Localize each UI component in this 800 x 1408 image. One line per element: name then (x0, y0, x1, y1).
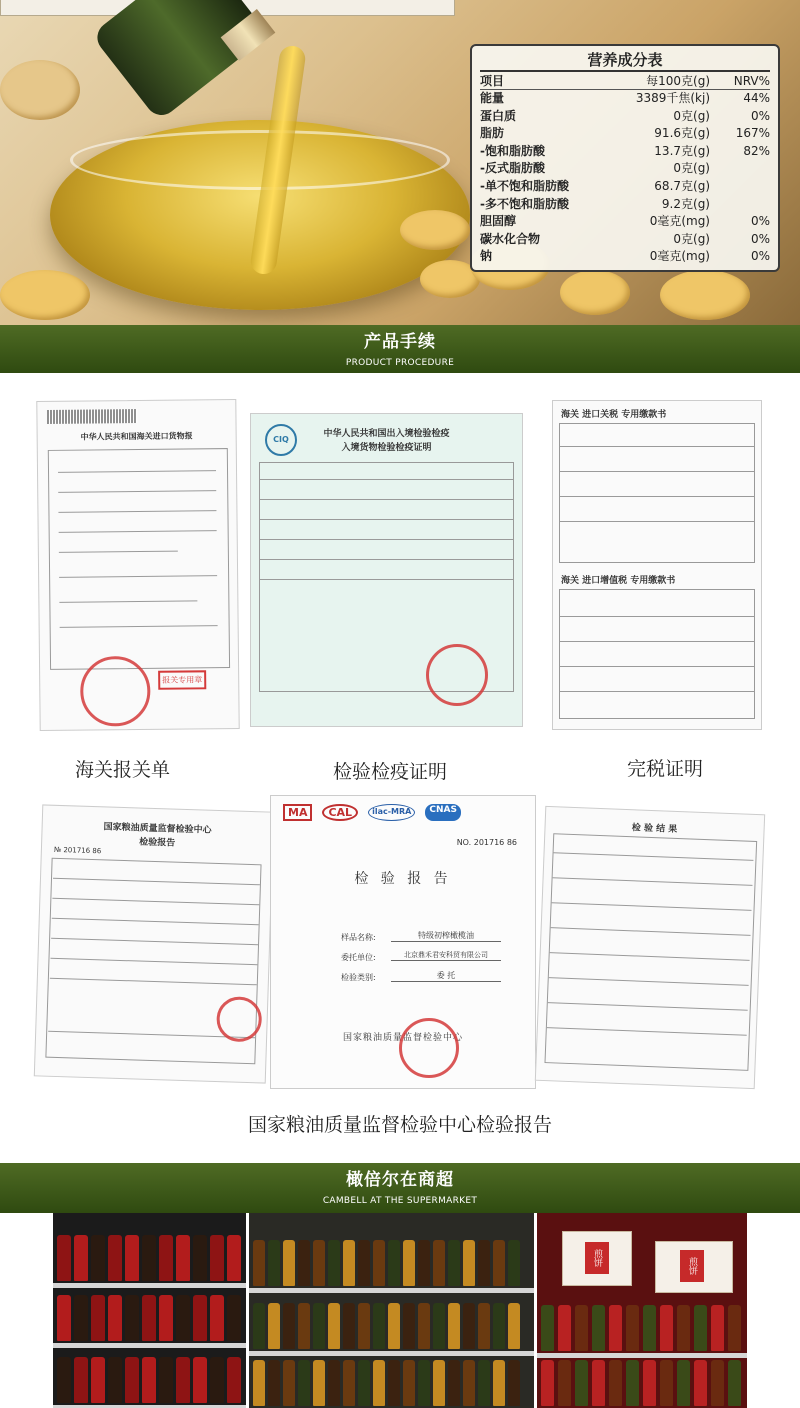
red-stamp (399, 1018, 459, 1078)
oil-bottle-on-shelf (74, 1235, 88, 1281)
section-title-en: PRODUCT PROCEDURE (345, 358, 455, 368)
supermarket-photo-2 (249, 1213, 534, 1408)
nutrition-row (480, 143, 770, 161)
pasta (400, 210, 470, 250)
doc-line (259, 559, 514, 560)
oil-bottle-on-shelf (210, 1295, 224, 1341)
client-label: 委托单位: (341, 953, 376, 962)
oil-bottle-on-shelf (677, 1305, 690, 1351)
section-banner-supermarket (0, 1163, 800, 1213)
oil-bottle-on-shelf (125, 1295, 139, 1341)
bowl-rim (70, 130, 450, 190)
oil-bottle-on-shelf (493, 1360, 505, 1406)
oil-bottle-on-shelf (159, 1235, 173, 1281)
doc-form-box (544, 833, 757, 1071)
oil-bottle-on-shelf (728, 1360, 741, 1406)
oil-bottle-on-shelf (433, 1303, 445, 1349)
oil-bottle-on-shelf (91, 1235, 105, 1281)
oil-bottle-on-shelf (193, 1295, 207, 1341)
oil-bottle-on-shelf (253, 1360, 265, 1406)
doc-heading-2: 海关 进口增值税 专用缴款书 (561, 576, 676, 586)
doc-form-box (48, 448, 230, 670)
supermarket-photo-1 (53, 1213, 246, 1408)
doc-heading-1: 中华人民共和国出入境检验检疫 (323, 429, 450, 439)
doc-line (559, 616, 755, 617)
oil-bottle-on-shelf (268, 1240, 280, 1286)
oil-bottle-on-shelf (493, 1303, 505, 1349)
oil-bottle-on-shelf (711, 1360, 724, 1406)
oil-bottle-on-shelf (298, 1240, 310, 1286)
oil-bottle-on-shelf (268, 1303, 280, 1349)
header-per100g: 每100克(g) (646, 74, 710, 88)
oil-bottle-on-shelf (142, 1235, 156, 1281)
oil-bottle-on-shelf (558, 1360, 571, 1406)
oil-bottle-on-shelf (478, 1240, 490, 1286)
nutrient-value: 3389千焦(kj) (635, 91, 710, 105)
doc-form-box (559, 589, 755, 719)
sample-label: 样品名称: (341, 933, 376, 942)
pasta (560, 270, 630, 315)
oil-bottle-on-shelf (91, 1295, 105, 1341)
doc-line (259, 519, 514, 520)
nutrition-row (480, 160, 770, 178)
oil-bottle-on-shelf (159, 1295, 173, 1341)
caption-report: 国家粮油质量监督检验中心检验报告 (247, 1114, 552, 1136)
oil-bottle-on-shelf (57, 1235, 71, 1281)
nutrient-nrv: 0% (750, 249, 770, 264)
caption-tax: 完税证明 (626, 758, 703, 780)
oil-bottle-on-shelf (227, 1357, 241, 1403)
doc-line (559, 691, 755, 692)
nutrient-nrv (710, 196, 770, 214)
oil-bottle-on-shelf (176, 1357, 190, 1403)
oil-bottle-on-shelf (433, 1360, 445, 1406)
nutrient-name: 蛋白质 (480, 108, 517, 123)
tax-certificate-doc (552, 400, 762, 730)
oil-bottle-on-shelf (694, 1360, 707, 1406)
report-detail-doc (34, 804, 274, 1083)
oil-bottle-on-shelf (74, 1357, 88, 1403)
nutrient-nrv: 167% (735, 126, 770, 141)
oil-bottle-on-shelf (418, 1360, 430, 1406)
doc-line (559, 471, 755, 472)
oil-bottle-on-shelf (373, 1360, 385, 1406)
ciq-logo: CIQ (265, 424, 297, 456)
oil-bottle-on-shelf (728, 1305, 741, 1351)
oil-bottle-on-shelf (159, 1357, 173, 1403)
oil-bottle-on-shelf (210, 1357, 224, 1403)
nutrient-name: 脂肪 (480, 126, 505, 141)
oil-bottle-on-shelf (626, 1305, 639, 1351)
nutrient-name: -饱和脂肪酸 (480, 143, 545, 158)
oil-bottle-on-shelf (176, 1295, 190, 1341)
oil-bottle-on-shelf (418, 1240, 430, 1286)
cma-logo: MA (283, 804, 312, 821)
doc-line (259, 579, 514, 580)
doc-line (259, 499, 514, 500)
oil-bottle-on-shelf (493, 1240, 505, 1286)
red-stamp (80, 656, 151, 727)
oil-bottle-on-shelf (558, 1305, 571, 1351)
oil-bottle-on-shelf (358, 1360, 370, 1406)
oil-bottle-on-shelf (343, 1303, 355, 1349)
oil-bottle-on-shelf (433, 1240, 445, 1286)
oil-bottle-on-shelf (268, 1360, 280, 1406)
oil-bottle-on-shelf (478, 1360, 490, 1406)
nutrition-row (480, 125, 770, 143)
report-footer: 国家粮油质量监督检验中心 (342, 1033, 463, 1043)
oil-bottle-on-shelf (193, 1235, 207, 1281)
oil-bottle-on-shelf (403, 1360, 415, 1406)
ilac-logo: ilac-MRA (368, 804, 415, 821)
oil-bottle-on-shelf (283, 1303, 295, 1349)
oil-bottle-on-shelf (358, 1240, 370, 1286)
box-label: 煎饼 (680, 1250, 704, 1282)
shelf-rail (53, 1283, 246, 1288)
doc-line (259, 539, 514, 540)
oil-bottle-on-shelf (575, 1305, 588, 1351)
oil-bottle-on-shelf (176, 1235, 190, 1281)
nutrient-nrv: 0% (750, 108, 770, 123)
doc-form-box (559, 423, 755, 563)
customs-stamp: 报关专用章 (158, 670, 206, 690)
barcode (47, 409, 137, 424)
inspection-certificate-doc (250, 413, 523, 727)
oil-bottle-on-shelf (125, 1357, 139, 1403)
nutrient-name: -多不饱和脂肪酸 (480, 196, 569, 211)
supermarket-photo-3 (537, 1213, 747, 1408)
oil-bottle-on-shelf (403, 1303, 415, 1349)
doc-line (559, 641, 755, 642)
cal-logo: CAL (322, 804, 358, 821)
cnas-logo: CNAS (425, 804, 461, 821)
shelf-rail (53, 1343, 246, 1348)
oil-bottle-on-shelf (283, 1360, 295, 1406)
oil-bottle-on-shelf (253, 1240, 265, 1286)
nutrient-name: 钠 (480, 249, 493, 264)
oil-bottle-on-shelf (298, 1303, 310, 1349)
nutrition-row (480, 231, 770, 249)
nutrition-table (470, 44, 780, 272)
oil-bottle-on-shelf (609, 1305, 622, 1351)
oil-bottle-on-shelf (313, 1240, 325, 1286)
oil-bottle-on-shelf (108, 1357, 122, 1403)
report-cover-doc (270, 795, 536, 1089)
oil-bottle-on-shelf (448, 1303, 460, 1349)
oil-bottle-on-shelf (541, 1305, 554, 1351)
nutrient-name: -反式脂肪酸 (480, 161, 545, 176)
nutrient-name: 能量 (480, 91, 505, 105)
nutrient-value: 13.7克(g) (654, 143, 710, 158)
oil-bottle-on-shelf (227, 1235, 241, 1281)
hero-banner (0, 0, 800, 325)
report-number: NO. 201716 86 (456, 838, 517, 847)
nutrition-row (480, 178, 770, 196)
header-item: 项目 (480, 74, 505, 88)
oil-bottle-on-shelf (677, 1360, 690, 1406)
oil-bottle-on-shelf (253, 1303, 265, 1349)
nutrient-value: 9.2克(g) (661, 196, 710, 211)
section-title-en: CAMBELL AT THE SUPERMARKET (322, 1196, 478, 1206)
nutrient-value: 0毫克(mg) (649, 249, 710, 264)
oil-bottle-on-shelf (508, 1360, 520, 1406)
oil-bottle-on-shelf (57, 1357, 71, 1403)
oil-bottle-on-shelf (711, 1305, 724, 1351)
box-label: 煎饼 (585, 1242, 609, 1274)
oil-bottle-on-shelf (108, 1295, 122, 1341)
section-banner-procedure (0, 325, 800, 373)
doc-heading-1: 海关 进口关税 专用缴款书 (561, 410, 667, 420)
oil-bottle-on-shelf (508, 1303, 520, 1349)
oil-bottle-on-shelf (418, 1303, 430, 1349)
nutrient-nrv: 44% (743, 91, 770, 105)
doc-line (259, 479, 514, 480)
oil-bottle-on-shelf (643, 1360, 656, 1406)
oil-bottle-on-shelf (660, 1305, 673, 1351)
nutrient-value: 0毫克(mg) (649, 214, 710, 229)
cert-logos (283, 804, 461, 821)
nutrient-name: 碳水化合物 (480, 231, 541, 246)
oil-bottle-on-shelf (463, 1303, 475, 1349)
oil-bottle-on-shelf (508, 1240, 520, 1286)
oil-bottle-on-shelf (328, 1360, 340, 1406)
doc-line (559, 446, 755, 447)
nutrition-header (480, 72, 770, 90)
oil-bottle-on-shelf (592, 1360, 605, 1406)
nutrient-nrv: 0% (750, 231, 770, 246)
oil-bottle-on-shelf (125, 1235, 139, 1281)
shelf-rail (249, 1288, 534, 1293)
oil-bottle-on-shelf (142, 1295, 156, 1341)
oil-bottle-on-shelf (388, 1240, 400, 1286)
doc-heading: 检 验 结 果 (631, 823, 678, 835)
pasta (0, 270, 90, 320)
oil-bottle-on-shelf (448, 1240, 460, 1286)
customs-declaration-doc (36, 399, 239, 731)
oil-bottle-on-shelf (108, 1235, 122, 1281)
oil-bottle-on-shelf (478, 1303, 490, 1349)
oil-bottle-on-shelf (403, 1240, 415, 1286)
nutrient-value: 0克(g) (673, 108, 710, 123)
nutrient-nrv (710, 160, 770, 178)
oil-bottle-on-shelf (592, 1305, 605, 1351)
oil-bottle-on-shelf (660, 1360, 673, 1406)
oil-bottle-on-shelf (373, 1240, 385, 1286)
oil-bottle-on-shelf (328, 1303, 340, 1349)
oil-bottle-on-shelf (463, 1360, 475, 1406)
oil-bottle (91, 0, 269, 121)
nutrition-title: 营养成分表 (480, 48, 770, 72)
nutrition-row (480, 248, 770, 266)
caption-inspection: 检验检疫证明 (332, 761, 447, 783)
nutrition-row (480, 196, 770, 214)
oil-bottle-on-shelf (609, 1360, 622, 1406)
header-nrv: NRV% (733, 74, 770, 88)
nutrition-row (480, 90, 770, 108)
nutrient-name: 胆固醇 (480, 214, 517, 229)
nutrient-nrv: 0% (750, 214, 770, 229)
doc-line (559, 496, 755, 497)
doc-line (559, 521, 755, 522)
product-box (655, 1241, 733, 1293)
oil-bottle-on-shelf (388, 1360, 400, 1406)
section-title-zh: 产品手续 (364, 332, 436, 352)
caption-customs: 海关报关单 (74, 759, 170, 781)
pasta (0, 60, 80, 120)
pasta (660, 270, 750, 320)
oil-bottle-on-shelf (448, 1360, 460, 1406)
report-results-doc (535, 806, 765, 1089)
oil-bottle-on-shelf (343, 1240, 355, 1286)
doc-heading-2: 入境货物检验检疫证明 (341, 443, 432, 453)
oil-bottle-on-shelf (463, 1240, 475, 1286)
type-value: 委 托 (391, 970, 501, 982)
oil-bottle-on-shelf (210, 1235, 224, 1281)
nutrient-value: 0克(g) (673, 231, 710, 246)
oil-bottle-on-shelf (74, 1295, 88, 1341)
type-label: 检验类别: (341, 973, 376, 982)
oil-bottle-on-shelf (626, 1360, 639, 1406)
oil-bottle-on-shelf (193, 1357, 207, 1403)
oil-bottle-on-shelf (373, 1303, 385, 1349)
sample-value: 特级初榨橄榄油 (391, 930, 501, 942)
oil-bottle-on-shelf (643, 1305, 656, 1351)
nutrient-nrv (710, 178, 770, 196)
oil-bottle-on-shelf (328, 1240, 340, 1286)
doc-heading: 国家粮油质量监督检验中心 (103, 822, 212, 836)
oil-bottle-on-shelf (343, 1360, 355, 1406)
nutrient-name: -单不饱和脂肪酸 (480, 178, 569, 193)
client-value: 北京鼎禾君安科贸有限公司 (391, 950, 501, 961)
nutrient-value: 68.7克(g) (654, 178, 710, 193)
product-box (562, 1231, 632, 1286)
report-number: № 201716 86 (53, 845, 102, 856)
oil-bottle-on-shelf (283, 1240, 295, 1286)
oil-bottle-on-shelf (91, 1357, 105, 1403)
oil-bottle-on-shelf (575, 1360, 588, 1406)
oil-bottle-on-shelf (298, 1360, 310, 1406)
oil-bottle-on-shelf (358, 1303, 370, 1349)
nutrition-row (480, 213, 770, 231)
shelf-rail (249, 1351, 534, 1356)
doc-subheading: 检验报告 (139, 837, 176, 849)
oil-bottle-on-shelf (388, 1303, 400, 1349)
shelf-rail (537, 1353, 747, 1358)
oil-bottle-on-shelf (57, 1295, 71, 1341)
doc-line (559, 666, 755, 667)
oil-bottle-on-shelf (313, 1303, 325, 1349)
red-stamp (426, 644, 488, 706)
oil-bottle-on-shelf (313, 1360, 325, 1406)
oil-bottle-on-shelf (227, 1295, 241, 1341)
oil-bottle-on-shelf (694, 1305, 707, 1351)
nutrient-value: 91.6克(g) (654, 126, 710, 141)
oil-bottle-on-shelf (541, 1360, 554, 1406)
doc-heading: 中华人民共和国海关进口货物报 (80, 431, 193, 442)
report-title: 检 验 报 告 (354, 871, 452, 887)
nutrient-nrv: 82% (743, 143, 770, 158)
oil-bottle-on-shelf (142, 1357, 156, 1403)
section-title-zh: 橄倍尔在商超 (346, 1170, 454, 1190)
nutrition-row (480, 108, 770, 126)
nutrient-value: 0克(g) (673, 161, 710, 176)
